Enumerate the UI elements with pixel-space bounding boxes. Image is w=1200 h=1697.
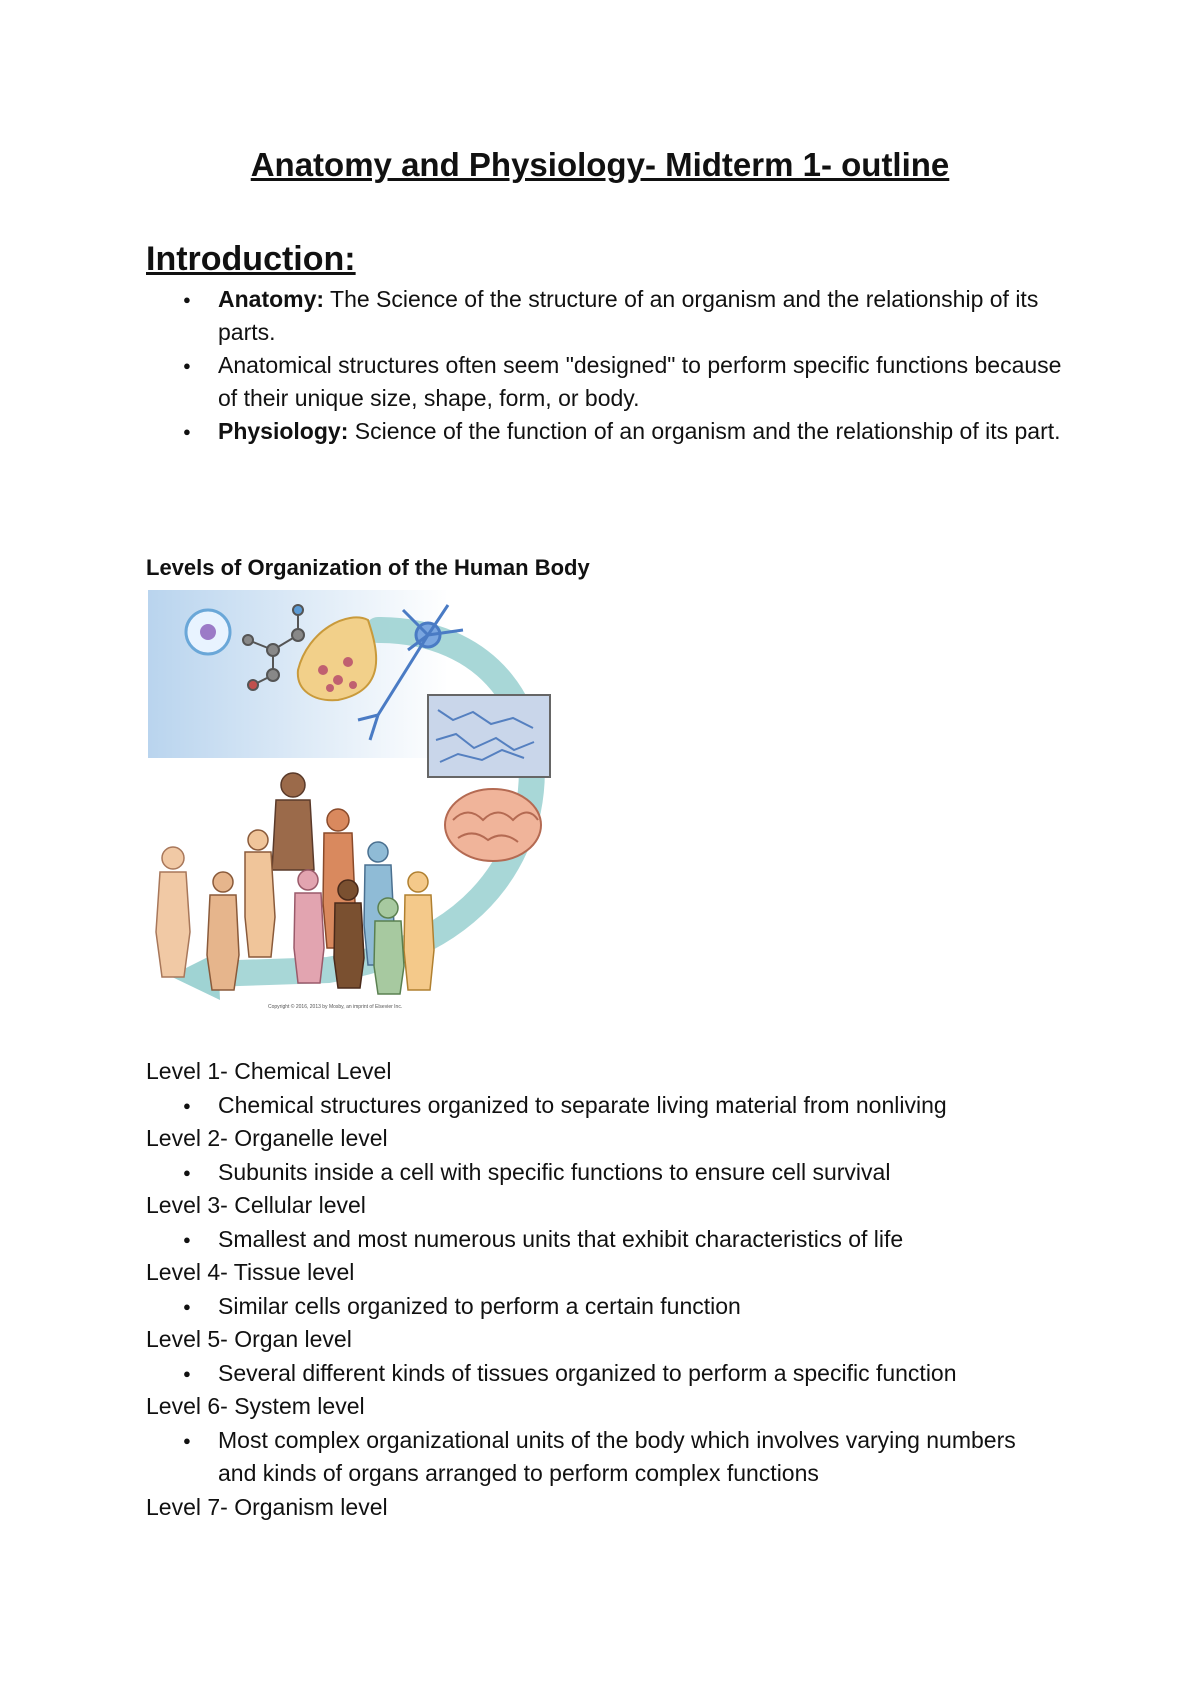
level-description: ● Similar cells organized to perform a certain function: [146, 1290, 1106, 1324]
level-description: ● Subunits inside a cell with specific functions to ensure cell survival: [146, 1156, 1106, 1190]
introduction-heading: Introduction:: [146, 240, 356, 278]
intro-item-structures: [146, 349, 1076, 415]
brain-icon: [445, 789, 541, 861]
intro-item-physiology: [146, 415, 1076, 448]
level-description: ● Most complex organizational units of the body which involves varying numbers and kinds of organs arranged to perform complex functions: [146, 1424, 1038, 1491]
document-title: Anatomy and Physiology- Midterm 1- outline: [250, 146, 950, 183]
level-title: Level 3- Cellular level: [146, 1192, 366, 1218]
level-description: ● Several different kinds of tissues organized to perform a specific function: [146, 1357, 1106, 1391]
level-title: Level 4- Tissue level: [146, 1259, 355, 1285]
intro-term: Anatomy:: [218, 286, 325, 312]
level-title: Level 2- Organelle level: [146, 1125, 388, 1151]
tissue-icon: [428, 695, 550, 777]
figure-copyright: Copyright © 2016, 2013 by Mosby, an imprint of Elsevier Inc.: [268, 1004, 403, 1010]
intro-definition: The Science of the structure of an organism and the relationship of its parts.: [218, 286, 1039, 345]
level-title: Level 5- Organ level: [146, 1326, 352, 1352]
levels-of-organization-figure: [148, 590, 568, 1012]
level-title: Level 6- System level: [146, 1393, 365, 1419]
intro-item-anatomy: [146, 283, 1076, 349]
level-title: Level 1- Chemical Level: [146, 1058, 392, 1084]
level-description: ● Chemical structures organized to separate living material from nonliving: [146, 1089, 1106, 1123]
intro-term: Physiology:: [218, 418, 349, 444]
levels-heading: Levels of Organization of the Human Body: [146, 555, 590, 580]
level-description: ● Smallest and most numerous units that exhibit characteristics of life: [146, 1223, 1106, 1257]
level-title: Level 7- Organism level: [146, 1493, 388, 1520]
intro-definition: Anatomical structures often seem "designed" to perform specific functions because of their unique size, shape, form, or body.: [218, 352, 1062, 411]
atom-icon: [186, 610, 230, 654]
levels-list: [146, 1055, 1106, 1524]
intro-definition: Science of the function of an organism and the relationship of its part.: [348, 418, 1061, 444]
introduction-list: [146, 283, 1076, 448]
human-figures-icon: [156, 773, 434, 994]
